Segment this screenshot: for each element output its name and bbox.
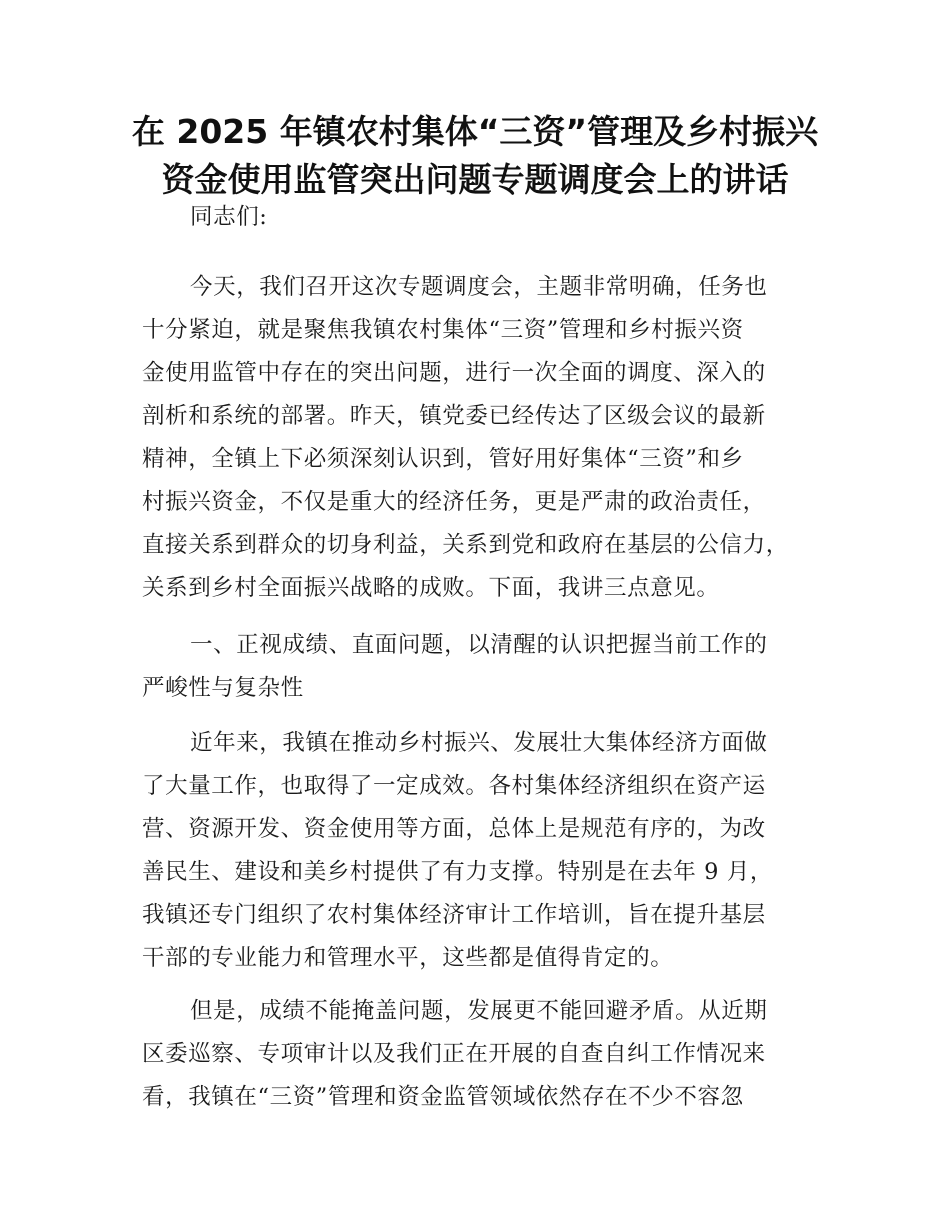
heading-line: 一、正视成绩、直面问题，以清醒的认识把握当前工作的 bbox=[190, 632, 768, 658]
paragraph-line: 剖析和系统的部署。昨天，镇党委已经传达了区级会议的最新 bbox=[142, 403, 766, 429]
paragraph-line: 干部的专业能力和管理水平，这些都是值得肯定的。 bbox=[142, 945, 674, 971]
paragraph-line: 今天，我们召开这次专题调度会，主题非常明确，任务也 bbox=[190, 274, 768, 300]
salutation-text: 同志们: bbox=[190, 204, 268, 230]
paragraph-line: 善民生、建设和美乡村提供了有力支撑。特别是在去年 9 月， bbox=[142, 859, 774, 885]
paragraph-line: 精神，全镇上下必须深刻认识到，管好用好集体“三资”和乡 bbox=[142, 446, 744, 472]
paragraph-line: 关系到乡村全面振兴战略的成败。下面，我讲三点意见。 bbox=[142, 575, 720, 601]
paragraph-line: 我镇还专门组织了农村集体经济审计工作培训，旨在提升基层 bbox=[142, 902, 766, 928]
heading-line: 严峻性与复杂性 bbox=[142, 675, 304, 701]
paragraph-line: 但是，成绩不能掩盖问题，发展更不能回避矛盾。从近期 bbox=[190, 998, 768, 1024]
paragraph-problems bbox=[142, 990, 808, 1119]
paragraph-intro bbox=[142, 266, 808, 610]
document-title bbox=[100, 108, 850, 204]
paragraph-line: 十分紧迫，就是聚焦我镇农村集体“三资”管理和乡村振兴资 bbox=[142, 317, 744, 343]
paragraph-line: 营、资源开发、资金使用等方面，总体上是规范有序的，为改 bbox=[142, 816, 766, 842]
paragraph-achievements bbox=[142, 722, 808, 980]
paragraph-line: 看，我镇在“三资”管理和资金监管领域依然存在不少不容忽 bbox=[142, 1084, 744, 1110]
paragraph-line: 村振兴资金，不仅是重大的经济任务，更是严肃的政治责任， bbox=[142, 489, 766, 515]
paragraph-line: 区委巡察、专项审计以及我们正在开展的自查自纠工作情况来 bbox=[142, 1041, 766, 1067]
paragraph-line: 了大量工作，也取得了一定成效。各村集体经济组织在资产运 bbox=[142, 773, 766, 799]
title-line-1: 在 2025 年镇农村集体“三资”管理及乡村振兴 bbox=[131, 112, 819, 151]
paragraph-line: 近年来，我镇在推动乡村振兴、发展壮大集体经济方面做 bbox=[190, 730, 768, 756]
title-line-2: 资金使用监管突出问题专题调度会上的讲话 bbox=[161, 160, 789, 199]
salutation bbox=[142, 196, 808, 239]
paragraph-line: 金使用监管中存在的突出问题，进行一次全面的调度、深入的 bbox=[142, 360, 766, 386]
paragraph-line: 直接关系到群众的切身利益，关系到党和政府在基层的公信力， bbox=[142, 532, 789, 558]
section-heading-1 bbox=[142, 624, 808, 710]
